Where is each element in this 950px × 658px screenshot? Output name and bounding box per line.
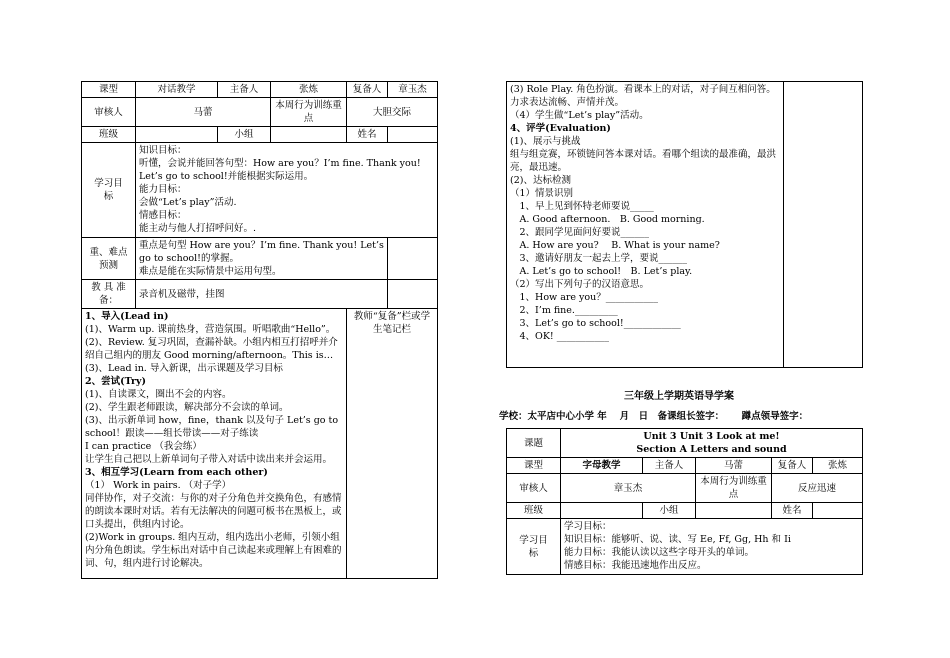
cell-goals-label: 学习目标 [507, 519, 561, 575]
continuation-line: （4）学生做“Let’s play”活动。 [510, 110, 649, 121]
topic-line: Unit 3 Unit 3 Look at me! [643, 431, 780, 442]
cell-name [388, 127, 438, 143]
goal-line: 能力目标：我能认读以这些字母开头的单词。 [564, 547, 755, 558]
cell-group [696, 503, 772, 519]
cell-main-preparer-label: 主备人 [643, 458, 696, 474]
goal-line: 听懂，会说并能回答句型：How are you？I’m fine. Thank you! Let’s go to school!并能根据实际运用。 [139, 158, 421, 182]
procedure-line: (1)、自读课文，圈出不会的内容。 [85, 389, 232, 400]
worksheet-title: 三年级上学期英语导学案 [624, 391, 734, 402]
continuation-line: 2、跟同学见面问好要说______ [510, 227, 650, 238]
continuation-line: 4、OK! ___________ [510, 331, 610, 342]
cell-auditor-label: 审核人 [507, 474, 561, 503]
cell-behavior-label: 本周行为训练重点 [696, 474, 772, 503]
topic-line: Section A Letters and sound [636, 444, 787, 455]
cell-reviewer-label: 复备人 [347, 82, 388, 98]
goal-line: 能力目标： [139, 184, 187, 195]
cell-main-preparer: 马蕾 [696, 458, 772, 474]
cell-tools-blank [388, 280, 438, 309]
cell-key-label: 重、难点预测 [82, 238, 136, 280]
procedure-line: (2)、学生跟老师跟读，解决部分不会读的单词。 [85, 402, 289, 413]
left-lesson-table [81, 81, 438, 579]
key-line: 重点是句型 How are you？I’m fine. Thank you! Let’s go to school!的掌握。 [139, 240, 384, 264]
cell-topic [561, 429, 863, 458]
cell-reviewer-label: 复备人 [772, 458, 813, 474]
cell-behavior: 反应迅速 [772, 474, 863, 503]
continuation-line: 3、邀请好朋友一起去上学，要说______ [510, 253, 688, 264]
goal-line: 情感目标： [139, 210, 187, 221]
cell-behavior: 大胆交际 [347, 98, 438, 127]
cell-class [136, 127, 218, 143]
procedure-line: (3)、Lead in. 导入新课，出示课题及学习目标 [85, 363, 283, 374]
cell-goals [136, 143, 438, 238]
key-line: 难点是能在实际情景中运用句型。 [139, 266, 282, 277]
continuation-line: A. How are you? B. What is your name? [510, 240, 720, 251]
cell-name-label: 姓名 [347, 127, 388, 143]
worksheet-info-line: 学校：太平店中心小学 年 月 日 备课组长签字： 蹲点领导签字： [499, 411, 809, 422]
cell-group-label: 小组 [218, 127, 271, 143]
cell-auditor-label: 审核人 [82, 98, 136, 127]
cell-continuation [507, 82, 784, 368]
procedure-line: I can practice （我会练） [85, 441, 202, 452]
continuation-line: (1)、展示与挑战 [510, 136, 581, 147]
continuation-line: (2)、达标检测 [510, 175, 571, 186]
cell-tools-label: 教 具 准 备： [82, 280, 136, 309]
continuation-line: A. Let’s go to school! B. Let’s play. [510, 266, 693, 277]
procedure-line: 2、尝试(Try) [85, 376, 147, 387]
cell-behavior-label: 本周行为训练重点 [271, 98, 347, 127]
cell-name-label: 姓名 [772, 503, 813, 519]
cell-tools: 录音机及磁带，挂图 [136, 280, 388, 309]
continuation-line: 1、早上见到怀特老师要说_____ [510, 201, 654, 212]
cell-name [813, 503, 863, 519]
cell-group-label: 小组 [643, 503, 696, 519]
continuation-line: 1、How are you？___________ [510, 292, 659, 303]
procedure-line: 让学生自己把以上新单词句子带入对话中读出来并会运用。 [85, 454, 333, 465]
continuation-line: （2）写出下列句子的汉语意思。 [510, 279, 650, 290]
goal-line: 情感目标：我能迅速地作出反应。 [564, 560, 707, 571]
cell-lesson-type: 对话教学 [136, 82, 218, 98]
procedure-line: 3、相互学习(Learn from each other) [85, 467, 268, 478]
right-continuation-table [506, 81, 863, 368]
goal-line: 知识目标：能够听、说、读、写 Ee, Ff, Gg, Hh 和 Ii [564, 534, 791, 545]
continuation-line: 2、I’m fine._________ [510, 305, 618, 316]
cell-goals-label: 学习目标 [82, 143, 136, 238]
procedure-line: (2)、Review. 复习巩固，查漏补缺。小组内相互打招呼并介绍自己组内的朋友 Good morning/afternoon。This is… [85, 337, 338, 361]
procedure-line: (1)、Warm up. 课前热身，营造氛围。听唱歌曲“Hello”。 [85, 324, 336, 335]
cell-auditor: 马蕾 [136, 98, 271, 127]
continuation-line: 组与组竞赛，环锁链问答本课对话。看哪个组读的最准确，最洪亮，最迅速。 [510, 149, 777, 173]
cell-continuation-notes [784, 82, 863, 368]
procedure-line: (2)Work in groups. 组内互动，组内选出小老师，引领小组内分角色朗读。学生标出对话中自己读起来或理解上有困难的词、句，组内进行讨论解决。 [85, 532, 342, 569]
cell-group [271, 127, 347, 143]
cell-class-label: 班级 [82, 127, 136, 143]
cell-main-preparer-label: 主备人 [218, 82, 271, 98]
continuation-line: （1）情景识别 [510, 188, 574, 199]
cell-goals [561, 519, 863, 575]
continuation-line: 3、Let’s go to school!____________ [510, 318, 681, 329]
goal-line: 知识目标： [139, 145, 187, 156]
continuation-line: 4、评学(Evaluation) [510, 123, 611, 134]
cell-key-blank [388, 238, 438, 280]
cell-lesson-type-label: 课型 [82, 82, 136, 98]
procedure-line: （1） Work in pairs. （对子学） [85, 480, 232, 491]
cell-key [136, 238, 388, 280]
cell-class [561, 503, 643, 519]
goal-line: 能主动与他人打招呼问好。. [139, 223, 257, 234]
procedure-line: (3)、出示新单词 how，fine，thank 以及句子 Let’s go to school！跟读——组长带读——对子练读 [85, 415, 339, 439]
right-lesson-table [506, 428, 863, 575]
continuation-line: (3) Role Play. 角色扮演。看课本上的对话，对子间互相问答。力求表达流畅、声情并茂。 [510, 84, 776, 108]
cell-reviewer: 章玉杰 [388, 82, 438, 98]
cell-lesson-type-label: 课型 [507, 458, 561, 474]
continuation-line: A. Good afternoon. B. Good morning. [510, 214, 705, 225]
cell-auditor: 章玉杰 [561, 474, 696, 503]
goal-line: 学习目标： [564, 521, 612, 532]
procedure-line: 同伴协作，对子交流：与你的对子分角色并交换角色，有感情的朗读本课时对话。若有无法解决的问题可板书在黑板上，或口头提出，供组内讨论。 [85, 493, 342, 530]
cell-reviewer: 张炼 [813, 458, 863, 474]
goal-line: 会做“Let’s play”活动. [139, 197, 237, 208]
cell-class-label: 班级 [507, 503, 561, 519]
cell-procedure [82, 309, 347, 579]
cell-notes: 教师“复备”栏或学生笔记栏 [347, 309, 438, 579]
cell-topic-label: 课题 [507, 429, 561, 458]
procedure-line: 1、导入(Lead in) [85, 311, 169, 322]
cell-lesson-type: 字母教学 [561, 458, 643, 474]
cell-main-preparer: 张炼 [271, 82, 347, 98]
